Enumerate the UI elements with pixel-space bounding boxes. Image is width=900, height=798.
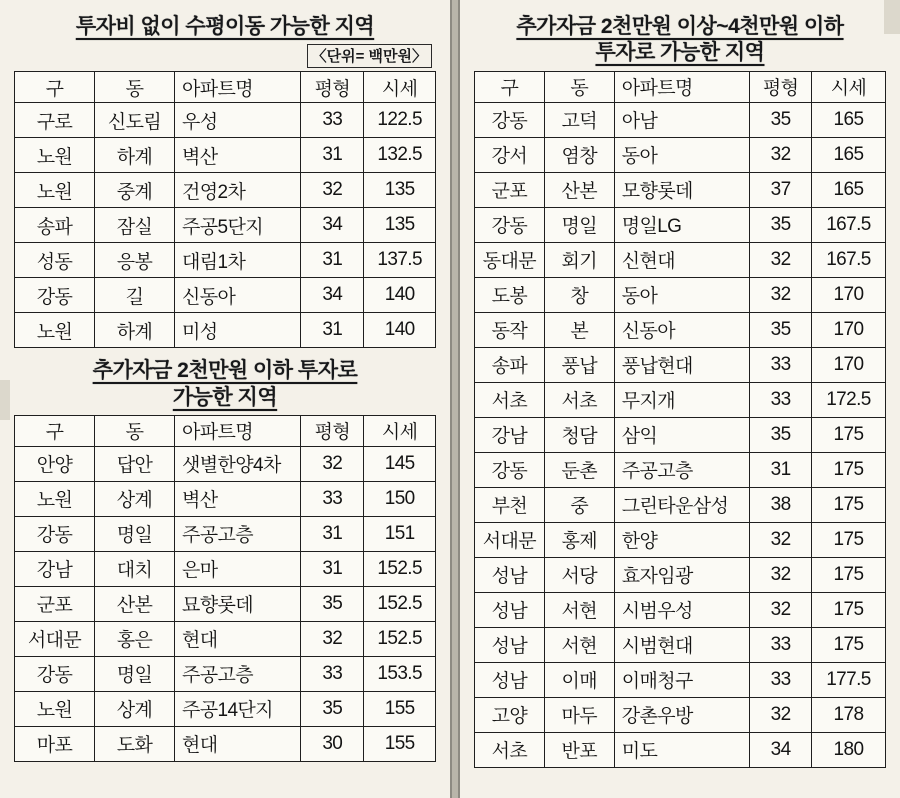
table-row	[474, 662, 885, 697]
cell-dong: 중계	[94, 173, 174, 208]
cell-size: 34	[301, 208, 364, 243]
section-title-line: 투자비 없이 수평이동 가능한 지역	[75, 15, 375, 38]
section-title-20m-to-40m	[474, 14, 886, 67]
cell-gu: 구로	[15, 103, 95, 138]
table-row	[15, 208, 436, 243]
cell-size: 32	[750, 277, 812, 312]
cell-size: 38	[750, 487, 812, 522]
column-header-dong: 동	[94, 72, 174, 103]
cell-size: 32	[750, 522, 812, 557]
cell-apartment: 동아	[614, 137, 750, 172]
cell-apartment: 명일LG	[614, 207, 750, 242]
cell-price: 140	[364, 313, 436, 348]
cell-apartment: 건영2차	[174, 173, 300, 208]
column-header-dong: 동	[94, 415, 174, 446]
cell-apartment: 대림1차	[174, 243, 300, 278]
cell-size: 31	[301, 138, 364, 173]
table-20m-to-40m	[474, 71, 886, 768]
table-row	[474, 697, 885, 732]
column-header-size: 평형	[750, 71, 812, 102]
cell-size: 35	[750, 417, 812, 452]
table-row	[15, 446, 436, 481]
cell-gu: 성남	[474, 592, 544, 627]
cell-gu: 군포	[15, 586, 95, 621]
table-row	[15, 656, 436, 691]
table-row	[474, 102, 885, 137]
cell-apartment: 신동아	[174, 278, 300, 313]
cell-price: 132.5	[364, 138, 436, 173]
cell-price: 175	[811, 592, 885, 627]
cell-dong: 신도림	[94, 103, 174, 138]
cell-apartment: 주공고층	[174, 656, 300, 691]
cell-size: 32	[750, 557, 812, 592]
cell-dong: 상계	[94, 691, 174, 726]
cell-size: 31	[750, 452, 812, 487]
cell-price: 165	[811, 137, 885, 172]
cell-dong: 길	[94, 278, 174, 313]
table-row	[15, 243, 436, 278]
column-header-price: 시세	[364, 72, 436, 103]
cell-price: 175	[811, 487, 885, 522]
cell-gu: 동대문	[474, 242, 544, 277]
cell-price: 167.5	[811, 242, 885, 277]
cell-apartment: 시범우성	[614, 592, 750, 627]
cell-size: 35	[750, 312, 812, 347]
table-row	[15, 621, 436, 656]
cell-size: 34	[750, 732, 812, 767]
table-row	[474, 207, 885, 242]
cell-apartment: 벽산	[174, 481, 300, 516]
table-row	[474, 312, 885, 347]
cell-apartment: 묘향롯데	[174, 586, 300, 621]
cell-dong: 창	[544, 277, 614, 312]
cell-price: 170	[811, 312, 885, 347]
cell-size: 32	[301, 173, 364, 208]
cell-size: 33	[750, 662, 812, 697]
cell-dong: 상계	[94, 481, 174, 516]
cell-gu: 서대문	[15, 621, 95, 656]
cell-price: 135	[364, 173, 436, 208]
cell-apartment: 시범현대	[614, 627, 750, 662]
cell-gu: 서대문	[474, 522, 544, 557]
table-row	[474, 452, 885, 487]
cell-price: 152.5	[364, 551, 436, 586]
cell-gu: 강동	[15, 656, 95, 691]
cell-apartment: 미성	[174, 313, 300, 348]
column-header-gu: 구	[15, 415, 95, 446]
cell-size: 34	[301, 278, 364, 313]
table-row	[15, 551, 436, 586]
cell-size: 31	[301, 243, 364, 278]
cell-apartment: 그린타운삼성	[614, 487, 750, 522]
table-no-extra-funds	[14, 71, 436, 348]
column-header-apartment: 아파트명	[614, 71, 750, 102]
cell-size: 32	[750, 137, 812, 172]
cell-gu: 강동	[15, 278, 95, 313]
cell-dong: 이매	[544, 662, 614, 697]
cell-apartment: 효자임광	[614, 557, 750, 592]
cell-size: 35	[750, 207, 812, 242]
table-row	[474, 487, 885, 522]
cell-gu: 성남	[474, 557, 544, 592]
cell-apartment: 벽산	[174, 138, 300, 173]
cell-dong: 응봉	[94, 243, 174, 278]
cell-gu: 동작	[474, 312, 544, 347]
cell-size: 31	[301, 551, 364, 586]
cell-gu: 강동	[15, 516, 95, 551]
cell-price: 165	[811, 102, 885, 137]
cell-size: 32	[750, 592, 812, 627]
cell-gu: 노원	[15, 313, 95, 348]
cell-gu: 군포	[474, 172, 544, 207]
cell-apartment: 강촌우방	[614, 697, 750, 732]
cell-apartment: 현대	[174, 726, 300, 761]
cell-dong: 본	[544, 312, 614, 347]
cell-dong: 하계	[94, 138, 174, 173]
cell-dong: 풍납	[544, 347, 614, 382]
column-divider	[450, 0, 460, 798]
table-row	[474, 277, 885, 312]
cell-dong: 고덕	[544, 102, 614, 137]
section-title-line: 추가자금 2천만원 이하 투자로	[92, 359, 358, 383]
cell-price: 170	[811, 347, 885, 382]
cell-size: 32	[301, 446, 364, 481]
cell-size: 35	[301, 586, 364, 621]
cell-dong: 산본	[94, 586, 174, 621]
cell-dong: 서당	[544, 557, 614, 592]
cell-apartment: 주공14단지	[174, 691, 300, 726]
cell-price: 150	[364, 481, 436, 516]
cell-gu: 노원	[15, 691, 95, 726]
cell-gu: 노원	[15, 481, 95, 516]
cell-apartment: 신현대	[614, 242, 750, 277]
cell-gu: 강서	[474, 137, 544, 172]
cell-size: 33	[301, 103, 364, 138]
table-row	[15, 138, 436, 173]
cell-dong: 서현	[544, 627, 614, 662]
table-row	[474, 172, 885, 207]
cell-gu: 성남	[474, 627, 544, 662]
cell-size: 35	[750, 102, 812, 137]
cell-gu: 도봉	[474, 277, 544, 312]
section-title-line: 가능한 지역	[172, 385, 278, 409]
cell-gu: 서초	[474, 732, 544, 767]
cell-dong: 홍은	[94, 621, 174, 656]
table-under-20m	[14, 415, 436, 762]
cell-gu: 고양	[474, 697, 544, 732]
cell-price: 177.5	[811, 662, 885, 697]
cell-gu: 강동	[474, 102, 544, 137]
cell-price: 152.5	[364, 621, 436, 656]
cell-apartment: 샛별한양4차	[174, 446, 300, 481]
cell-dong: 대치	[94, 551, 174, 586]
table-row	[474, 417, 885, 452]
cell-price: 175	[811, 557, 885, 592]
cell-apartment: 아남	[614, 102, 750, 137]
cell-apartment: 우성	[174, 103, 300, 138]
cell-gu: 성동	[15, 243, 95, 278]
column-header-size: 평형	[301, 72, 364, 103]
table-row	[474, 557, 885, 592]
cell-apartment: 주공5단지	[174, 208, 300, 243]
cell-size: 33	[301, 656, 364, 691]
table-header-row	[15, 415, 436, 446]
table-row	[474, 627, 885, 662]
cell-gu: 성남	[474, 662, 544, 697]
cell-apartment: 동아	[614, 277, 750, 312]
cell-gu: 마포	[15, 726, 95, 761]
cell-gu: 강동	[474, 452, 544, 487]
unit-note-text: 〈단위= 백만원〉	[307, 44, 432, 68]
cell-gu: 부천	[474, 487, 544, 522]
cell-size: 32	[750, 242, 812, 277]
cell-dong: 둔촌	[544, 452, 614, 487]
cell-apartment: 은마	[174, 551, 300, 586]
cell-dong: 반포	[544, 732, 614, 767]
cell-dong: 답안	[94, 446, 174, 481]
cell-size: 31	[301, 516, 364, 551]
cell-dong: 잠실	[94, 208, 174, 243]
cell-size: 35	[301, 691, 364, 726]
cell-price: 175	[811, 522, 885, 557]
cell-size: 33	[750, 382, 812, 417]
table-row	[474, 522, 885, 557]
cell-size: 33	[301, 481, 364, 516]
table-row	[474, 242, 885, 277]
section-title-line: 추가자금 2천만원 이상~4천만원 이하	[516, 15, 844, 38]
section-title-no-extra-funds	[14, 14, 436, 40]
column-header-price: 시세	[364, 415, 436, 446]
cell-apartment: 삼익	[614, 417, 750, 452]
cell-price: 175	[811, 627, 885, 662]
table-row	[474, 382, 885, 417]
column-header-apartment: 아파트명	[174, 415, 300, 446]
cell-dong: 명일	[94, 656, 174, 691]
table-row	[474, 732, 885, 767]
cell-apartment: 주공고층	[174, 516, 300, 551]
column-header-apartment: 아파트명	[174, 72, 300, 103]
cell-apartment: 모향롯데	[614, 172, 750, 207]
cell-dong: 산본	[544, 172, 614, 207]
cell-apartment: 현대	[174, 621, 300, 656]
cell-dong: 청담	[544, 417, 614, 452]
table-row	[15, 103, 436, 138]
table-row	[15, 691, 436, 726]
cell-apartment: 무지개	[614, 382, 750, 417]
cell-size: 31	[301, 313, 364, 348]
unit-note	[14, 44, 432, 68]
cell-gu: 노원	[15, 138, 95, 173]
table-row	[15, 586, 436, 621]
section-title-under-20m	[14, 358, 436, 411]
cell-gu: 노원	[15, 173, 95, 208]
table-row	[474, 137, 885, 172]
cell-price: 122.5	[364, 103, 436, 138]
cell-size: 32	[301, 621, 364, 656]
table-row	[15, 481, 436, 516]
cell-dong: 서초	[544, 382, 614, 417]
cell-size: 30	[301, 726, 364, 761]
cell-price: 165	[811, 172, 885, 207]
table-row	[15, 726, 436, 761]
table-row	[15, 173, 436, 208]
cell-price: 172.5	[811, 382, 885, 417]
table-row	[474, 347, 885, 382]
cell-gu: 강남	[15, 551, 95, 586]
column-header-price: 시세	[811, 71, 885, 102]
cell-apartment: 주공고층	[614, 452, 750, 487]
cell-gu: 서초	[474, 382, 544, 417]
cell-size: 33	[750, 627, 812, 662]
cell-apartment: 이매청구	[614, 662, 750, 697]
column-header-gu: 구	[474, 71, 544, 102]
cell-gu: 강남	[474, 417, 544, 452]
cell-dong: 염창	[544, 137, 614, 172]
cell-price: 178	[811, 697, 885, 732]
cell-price: 135	[364, 208, 436, 243]
cell-size: 37	[750, 172, 812, 207]
cell-gu: 안양	[15, 446, 95, 481]
column-header-gu: 구	[15, 72, 95, 103]
cell-price: 137.5	[364, 243, 436, 278]
cell-price: 152.5	[364, 586, 436, 621]
cell-apartment: 한양	[614, 522, 750, 557]
cell-gu: 송파	[15, 208, 95, 243]
cell-dong: 하계	[94, 313, 174, 348]
table-header-row	[474, 71, 885, 102]
cell-dong: 명일	[94, 516, 174, 551]
cell-dong: 서현	[544, 592, 614, 627]
cell-price: 145	[364, 446, 436, 481]
cell-gu: 송파	[474, 347, 544, 382]
table-row	[15, 278, 436, 313]
cell-price: 155	[364, 726, 436, 761]
cell-size: 32	[750, 697, 812, 732]
cell-price: 155	[364, 691, 436, 726]
column-header-dong: 동	[544, 71, 614, 102]
table-row	[15, 516, 436, 551]
right-column	[460, 0, 900, 798]
cell-price: 140	[364, 278, 436, 313]
cell-dong: 중	[544, 487, 614, 522]
cell-price: 167.5	[811, 207, 885, 242]
table-row	[15, 313, 436, 348]
cell-dong: 회기	[544, 242, 614, 277]
table-row	[474, 592, 885, 627]
cell-price: 175	[811, 417, 885, 452]
cell-price: 180	[811, 732, 885, 767]
cell-size: 33	[750, 347, 812, 382]
cell-price: 170	[811, 277, 885, 312]
cell-apartment: 미도	[614, 732, 750, 767]
section-title-line: 투자로 가능한 지역	[595, 41, 765, 65]
cell-dong: 명일	[544, 207, 614, 242]
table-header-row	[15, 72, 436, 103]
cell-dong: 도화	[94, 726, 174, 761]
cell-dong: 마두	[544, 697, 614, 732]
cell-gu: 강동	[474, 207, 544, 242]
cell-apartment: 풍납현대	[614, 347, 750, 382]
cell-price: 153.5	[364, 656, 436, 691]
column-header-size: 평형	[301, 415, 364, 446]
cell-apartment: 신동아	[614, 312, 750, 347]
cell-price: 175	[811, 452, 885, 487]
cell-price: 151	[364, 516, 436, 551]
cell-dong: 홍제	[544, 522, 614, 557]
